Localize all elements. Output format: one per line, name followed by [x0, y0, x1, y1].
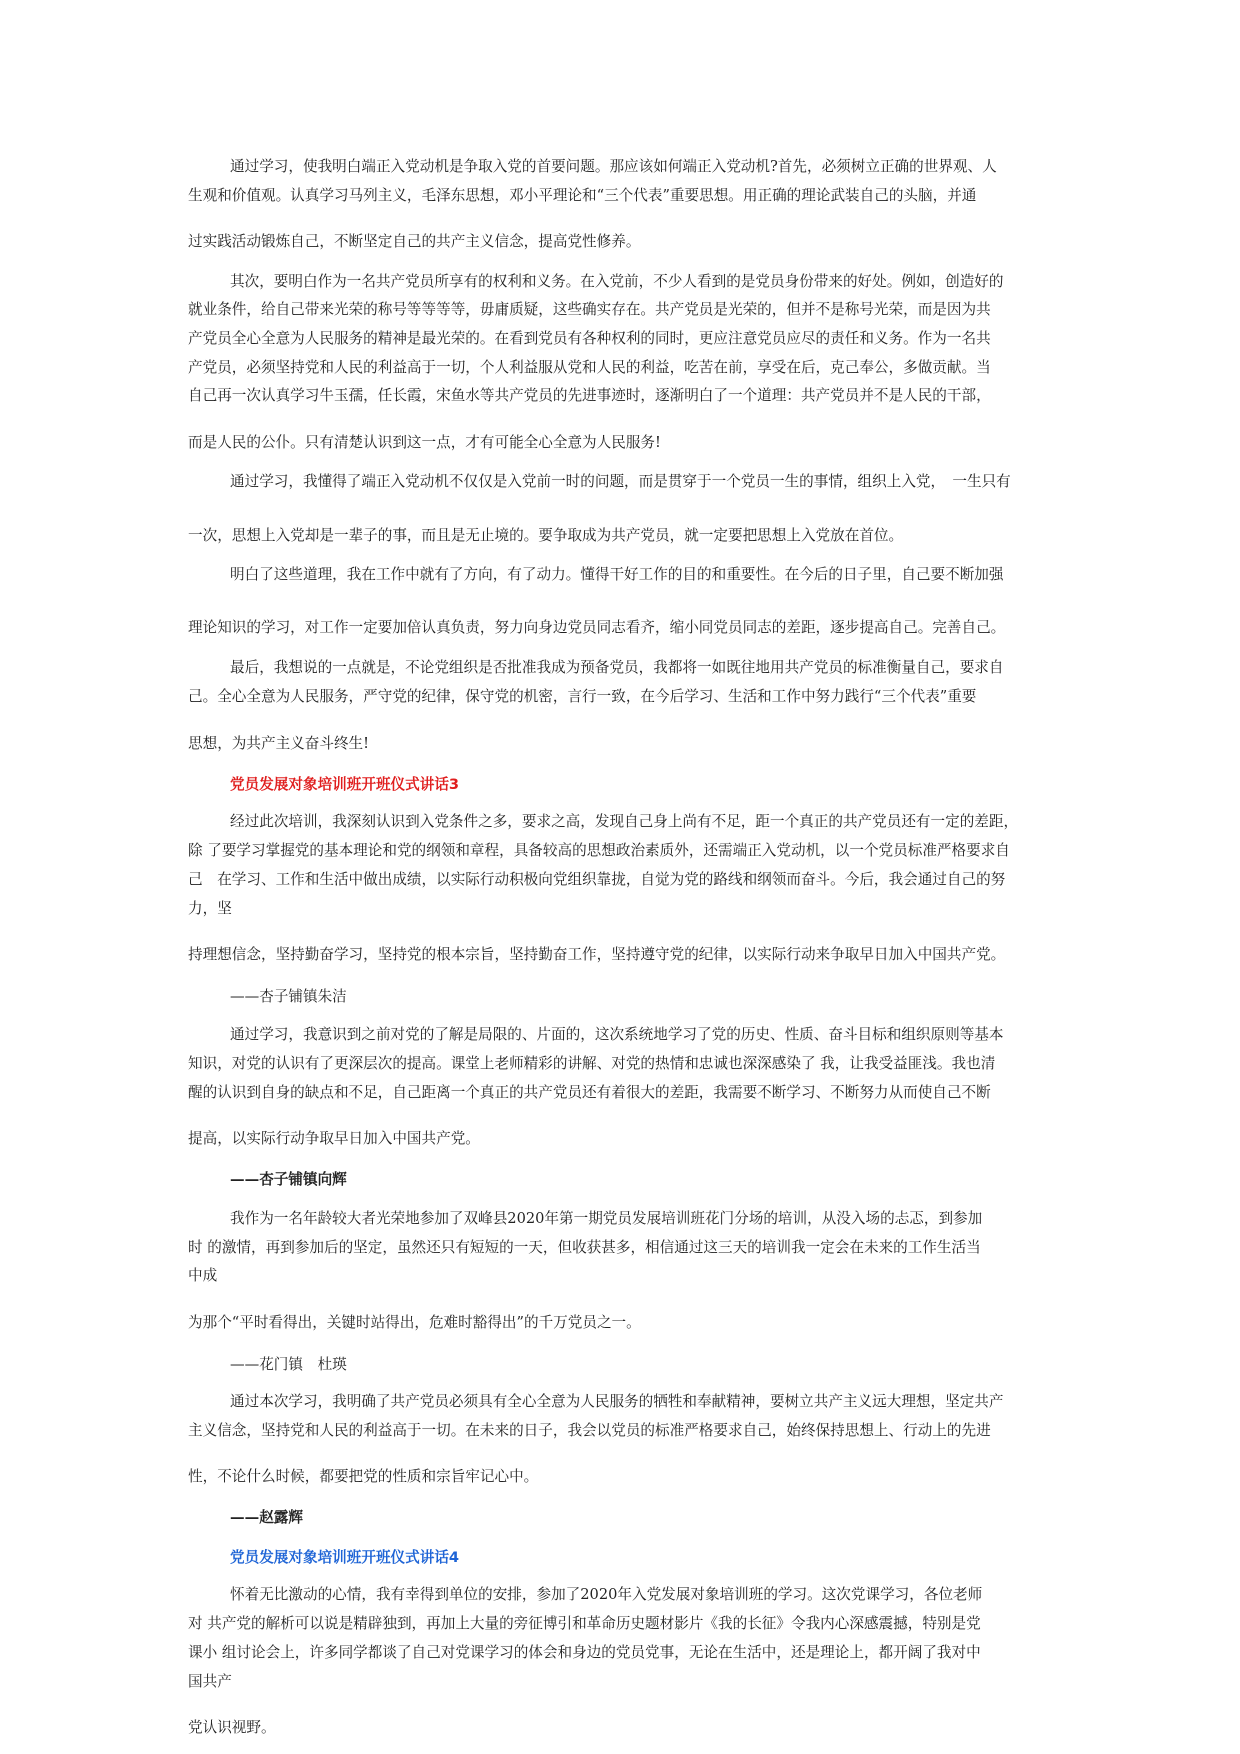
paragraph-line: 除 了要学习掌握党的基本理论和党的纲领和章程，具备较高的思想政治素质外，还需端正入党动机，以一个党员标准严格要求自 [188, 842, 1010, 859]
paragraph-line: 党认识视野。 [188, 1719, 276, 1736]
paragraph-line: 中成 [188, 1267, 218, 1284]
signature-line: ——赵露辉 [230, 1509, 303, 1526]
paragraph-line: 为那个“平时看得出，关键时站得出，危难时豁得出”的千万党员之一。 [188, 1314, 641, 1331]
signature-line: ——杏子铺镇向辉 [230, 1171, 347, 1188]
paragraph-line: 怀着无比激动的心情，我有幸得到单位的安排，参加了2020年入党发展对象培训班的学习。这次党课学习，各位老师 [230, 1586, 983, 1603]
paragraph-line: 国共产 [188, 1673, 232, 1690]
paragraph-line: 就业条件，给自己带来光荣的称号等等等等，毋庸质疑，这些确实存在。共产党员是光荣的，但并不是称号光荣，而是因为共 [188, 301, 991, 318]
signature-line: ——花门镇 杜瑛 [230, 1356, 347, 1373]
paragraph-line: 通过本次学习，我明确了共产党员必须具有全心全意为人民服务的牺牲和奉献精神，要树立共产主义远大理想，坚定共产 [230, 1393, 1004, 1410]
paragraph-line: 通过学习，使我明白端正入党动机是争取入党的首要问题。那应该如何端正入党动机?首先，必须树立正确的世界观、人 [230, 158, 997, 175]
paragraph-line: 醒的认识到自身的缺点和不足，自己距离一个真正的共产党员还有着很大的差距，我需要不断学习、不断努力从而使自己不断 [188, 1084, 991, 1101]
paragraph-line: 理论知识的学习，对工作一定要加倍认真负责，努力向身边党员同志看齐，缩小同党员同志的差距，逐步提高自己。完善自己。 [188, 619, 1006, 636]
paragraph-line: 思想，为共产主义奋斗终生! [188, 735, 369, 752]
paragraph-line: 一次，思想上入党却是一辈子的事，而且是无止境的。要争取成为共产党员，就一定要把思想上入党放在首位。 [188, 527, 904, 544]
paragraph-line: 己 在学习、工作和生活中做出成绩，以实际行动积极向党组织靠拢，自觉为党的路线和纲领而奋斗。今后，我会通过自己的努 [188, 871, 1006, 888]
paragraph-line: 性，不论什么时候，都要把党的性质和宗旨牢记心中。 [188, 1468, 539, 1485]
paragraph-line: 力，坚 [188, 900, 232, 917]
paragraph-line: 生观和价值观。认真学习马列主义，毛泽东思想，邓小平理论和“三个代表”重要思想。用正确的理论武装自己的头脑，并通 [188, 187, 977, 204]
paragraph-line: 经过此次培训，我深刻认识到入党条件之多，要求之高，发现自己身上尚有不足，距一个真正的共产党员还有一定的差距， [230, 813, 1019, 830]
paragraph-line: 过实践活动锻炼自己，不断坚定自己的共产主义信念，提高党性修养。 [188, 233, 641, 250]
signature-line: ——杏子铺镇朱洁 [230, 988, 347, 1005]
paragraph-line: 持理想信念，坚持勤奋学习，坚持党的根本宗旨，坚持勤奋工作，坚持遵守党的纪律，以实际行动来争取早日加入中国共产党。 [188, 946, 1006, 963]
paragraph-line: 通过学习，我意识到之前对党的了解是局限的、片面的，这次系统地学习了党的历史、性质、奋斗目标和组织原则等基本 [230, 1026, 1004, 1043]
paragraph-line: 其次，要明白作为一名共产党员所享有的权利和义务。在入党前，不少人看到的是党员身份带来的好处。例如，创造好的 [230, 273, 1004, 290]
paragraph-line: 主义信念，坚持党和人民的利益高于一切。在未来的日子，我会以党员的标准严格要求自己，始终保持思想上、行动上的先进 [188, 1422, 991, 1439]
paragraph-line: 己。全心全意为人民服务，严守党的纪律，保守党的机密，言行一致，在今后学习、生活和工作中努力践行“三个代表”重要 [188, 688, 977, 705]
paragraph-line: 明白了这些道理，我在工作中就有了方向，有了动力。懂得干好工作的目的和重要性。在今后的日子里，自己要不断加强 [230, 566, 1004, 583]
paragraph-line: 时 的激情，再到参加后的坚定，虽然还只有短短的一天，但收获甚多，相信通过这三天的培训我一定会在未来的工作生活当 [188, 1239, 981, 1256]
paragraph-line: 知识，对党的认识有了更深层次的提高。课堂上老师精彩的讲解、对党的热情和忠诚也深深感染了 我，让我受益匪浅。我也清 [188, 1055, 996, 1072]
paragraph-line: 而是人民的公仆。只有清楚认识到这一点，才有可能全心全意为人民服务! [188, 434, 661, 451]
paragraph-line: 产党员全心全意为人民服务的精神是最光荣的。在看到党员有各种权利的同时，更应注意党员应尽的责任和义务。作为一名共 [188, 330, 991, 347]
section-heading-3: 党员发展对象培训班开班仪式讲话3 [230, 776, 460, 793]
paragraph-line: 最后，我想说的一点就是，不论党组织是否批准我成为预备党员，我都将一如既往地用共产党员的标准衡量自己，要求自 [230, 659, 1004, 676]
section-heading-4: 党员发展对象培训班开班仪式讲话4 [230, 1549, 460, 1566]
paragraph-line: 提高，以实际行动争取早日加入中国共产党。 [188, 1130, 480, 1147]
paragraph-line: 对 共产党的解析可以说是精辟独到，再加上大量的旁征博引和革命历史题材影片《我的长征》令我内心深感震撼，特别是党 [188, 1615, 981, 1632]
paragraph-line: 我作为一名年龄较大者光荣地参加了双峰县2020年第一期党员发展培训班花门分场的培训，从没入场的忐忑，到参加 [230, 1210, 983, 1227]
paragraph-line: 自己再一次认真学习牛玉孺，任长霞，宋鱼水等共产党员的先进事迹时，逐渐明白了一个道理：共产党员并不是人民的干部， [188, 387, 991, 404]
paragraph-line: 课小 组讨论会上，许多同学都谈了自己对党课学习的体会和身边的党员党事，无论在生活中，还是理论上，都开阔了我对中 [188, 1644, 981, 1661]
paragraph-line: 通过学习，我懂得了端正入党动机不仅仅是入党前一时的问题，而是贯穿于一个党员一生的事情，组织上入党， 一生只有 [230, 473, 1011, 490]
paragraph-line: 产党员，必须坚持党和人民的利益高于一切，个人利益服从党和人民的利益，吃苦在前，享受在后，克己奉公，多做贡献。当 [188, 359, 991, 376]
